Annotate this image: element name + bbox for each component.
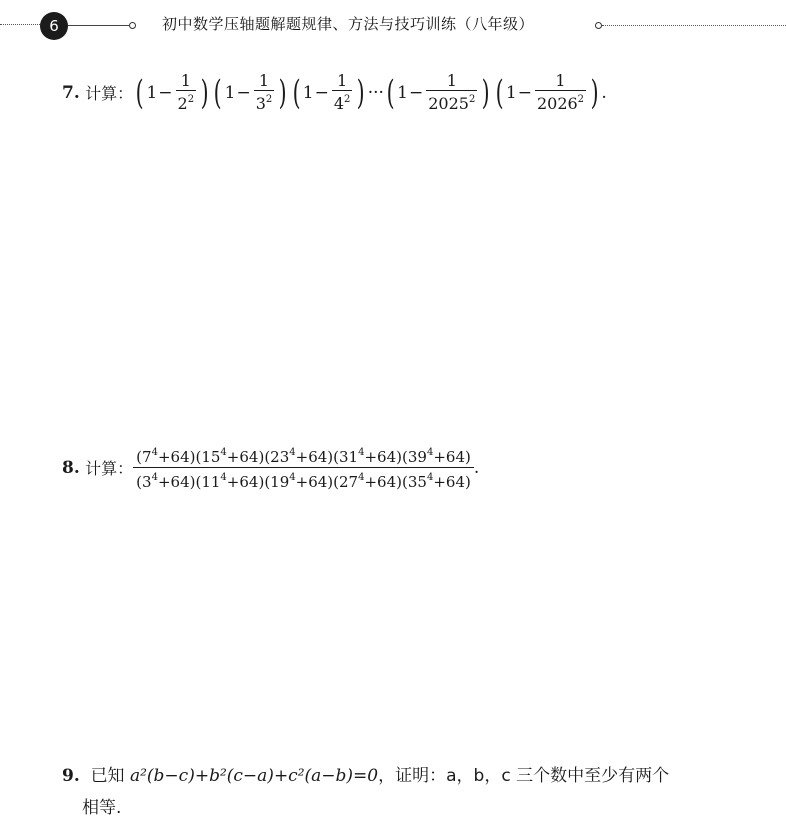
fraction-denominator: 2025$^2$ [426, 90, 477, 113]
end-period: . [601, 82, 607, 103]
left-paren: ( [495, 72, 504, 113]
exponent: 4 [220, 447, 227, 458]
factor-group: $(11^4+64)$ [195, 472, 265, 491]
term-one: 1 [302, 82, 314, 103]
term-one: 1 [505, 82, 517, 103]
problem-text-before: 已知 [90, 766, 125, 786]
problem-9-line-2: 相等. [82, 798, 122, 818]
exponent: 4 [289, 472, 296, 483]
header-dot-right [595, 22, 602, 29]
exponent: 2 [265, 94, 273, 105]
problem-9-line-1 [62, 760, 772, 792]
factor-group: $(39^4+64)$ [402, 447, 471, 466]
header-dot-left [129, 22, 136, 29]
fraction-numerator: 1 [555, 71, 566, 90]
problem-number: 7. [62, 82, 80, 103]
left-paren: ( [386, 72, 395, 113]
minus-sign: − [314, 82, 329, 103]
term-fraction [535, 72, 586, 113]
fraction-numerator: 1 [180, 71, 191, 90]
problem-9 [62, 760, 772, 824]
term-fraction [332, 72, 353, 113]
problem-label: 计算： [85, 84, 134, 103]
term-fraction [254, 72, 275, 113]
problem-equation: a²(b−c)+b²(c−a)+c²(a−b)=0 [129, 766, 379, 786]
problem-8 [62, 443, 479, 492]
problem-text-after: ，证明：a，b，c 三个数中至少有两个 [378, 766, 670, 786]
factor-group: $(31^4+64)$ [333, 447, 402, 466]
fraction-numerator: 1 [258, 71, 270, 90]
exponent: 4 [151, 447, 158, 458]
factor-group: $(27^4+64)$ [333, 472, 402, 491]
fraction-denominator: 2026$^2$ [535, 90, 586, 113]
fraction-denominator [133, 467, 474, 492]
right-paren: ) [278, 72, 287, 113]
exponent: 4 [358, 447, 365, 458]
exponent: 2 [187, 94, 195, 105]
exponent: 4 [426, 447, 434, 458]
fraction-denominator: $4^2$ [332, 90, 353, 113]
left-paren: ( [213, 72, 222, 113]
end-period: . [473, 457, 480, 478]
left-paren: ( [135, 72, 144, 113]
term-one: 1 [397, 82, 408, 103]
exponent: 2 [344, 94, 351, 105]
page-header [0, 0, 786, 50]
header-rule-mid [68, 25, 130, 26]
exponent: 2 [468, 94, 476, 105]
factor-group: $(19^4+64)$ [264, 472, 334, 491]
exponent: 4 [220, 472, 227, 483]
term-one: 1 [146, 82, 158, 103]
quotient-fraction [133, 443, 474, 492]
fraction-numerator: 1 [337, 71, 348, 90]
factor-group: $(23^4+64)$ [264, 447, 334, 466]
factor-group: $(3^4+64)$ [136, 472, 196, 491]
fraction-numerator [133, 443, 474, 467]
product-term [211, 72, 289, 113]
product-expression [133, 72, 601, 113]
exponent: 4 [426, 472, 434, 483]
problem-number: 8. [62, 457, 80, 478]
factor-group: $(7^4+64)$ [136, 447, 196, 466]
header-rule-left [0, 24, 40, 25]
left-paren: ( [292, 72, 301, 113]
fraction-denominator: $2^2$ [176, 90, 197, 113]
product-term [290, 72, 368, 113]
product-term [384, 72, 493, 113]
exponent: 2 [577, 94, 585, 105]
factor-group: $(15^4+64)$ [195, 447, 265, 466]
product-term [493, 72, 602, 113]
minus-sign: − [517, 82, 532, 103]
term-fraction [176, 72, 197, 113]
problem-7 [62, 72, 607, 113]
product-term [133, 72, 211, 113]
right-paren: ) [481, 72, 490, 113]
factor-group: $(35^4+64)$ [402, 472, 471, 491]
minus-sign: − [158, 82, 173, 103]
fraction-numerator: 1 [446, 71, 457, 90]
minus-sign: − [236, 82, 251, 103]
exponent: 4 [358, 472, 365, 483]
term-fraction [426, 72, 477, 113]
problem-label: 计算： [85, 459, 134, 478]
problem-number: 9. [62, 766, 80, 786]
page-number-badge: 6 [40, 12, 68, 40]
ellipsis: ··· [367, 82, 384, 103]
exponent: 4 [289, 447, 296, 458]
right-paren: ) [590, 72, 599, 113]
fraction-denominator: $3^2$ [254, 90, 275, 113]
header-title: 初中数学压轴题解题规律、方法与技巧训练（八年级） [162, 15, 535, 33]
minus-sign: − [409, 82, 424, 103]
right-paren: ) [200, 72, 209, 113]
right-paren: ) [357, 72, 366, 113]
term-one: 1 [224, 82, 236, 103]
header-rule-right [602, 25, 786, 26]
exponent: 4 [151, 472, 158, 483]
